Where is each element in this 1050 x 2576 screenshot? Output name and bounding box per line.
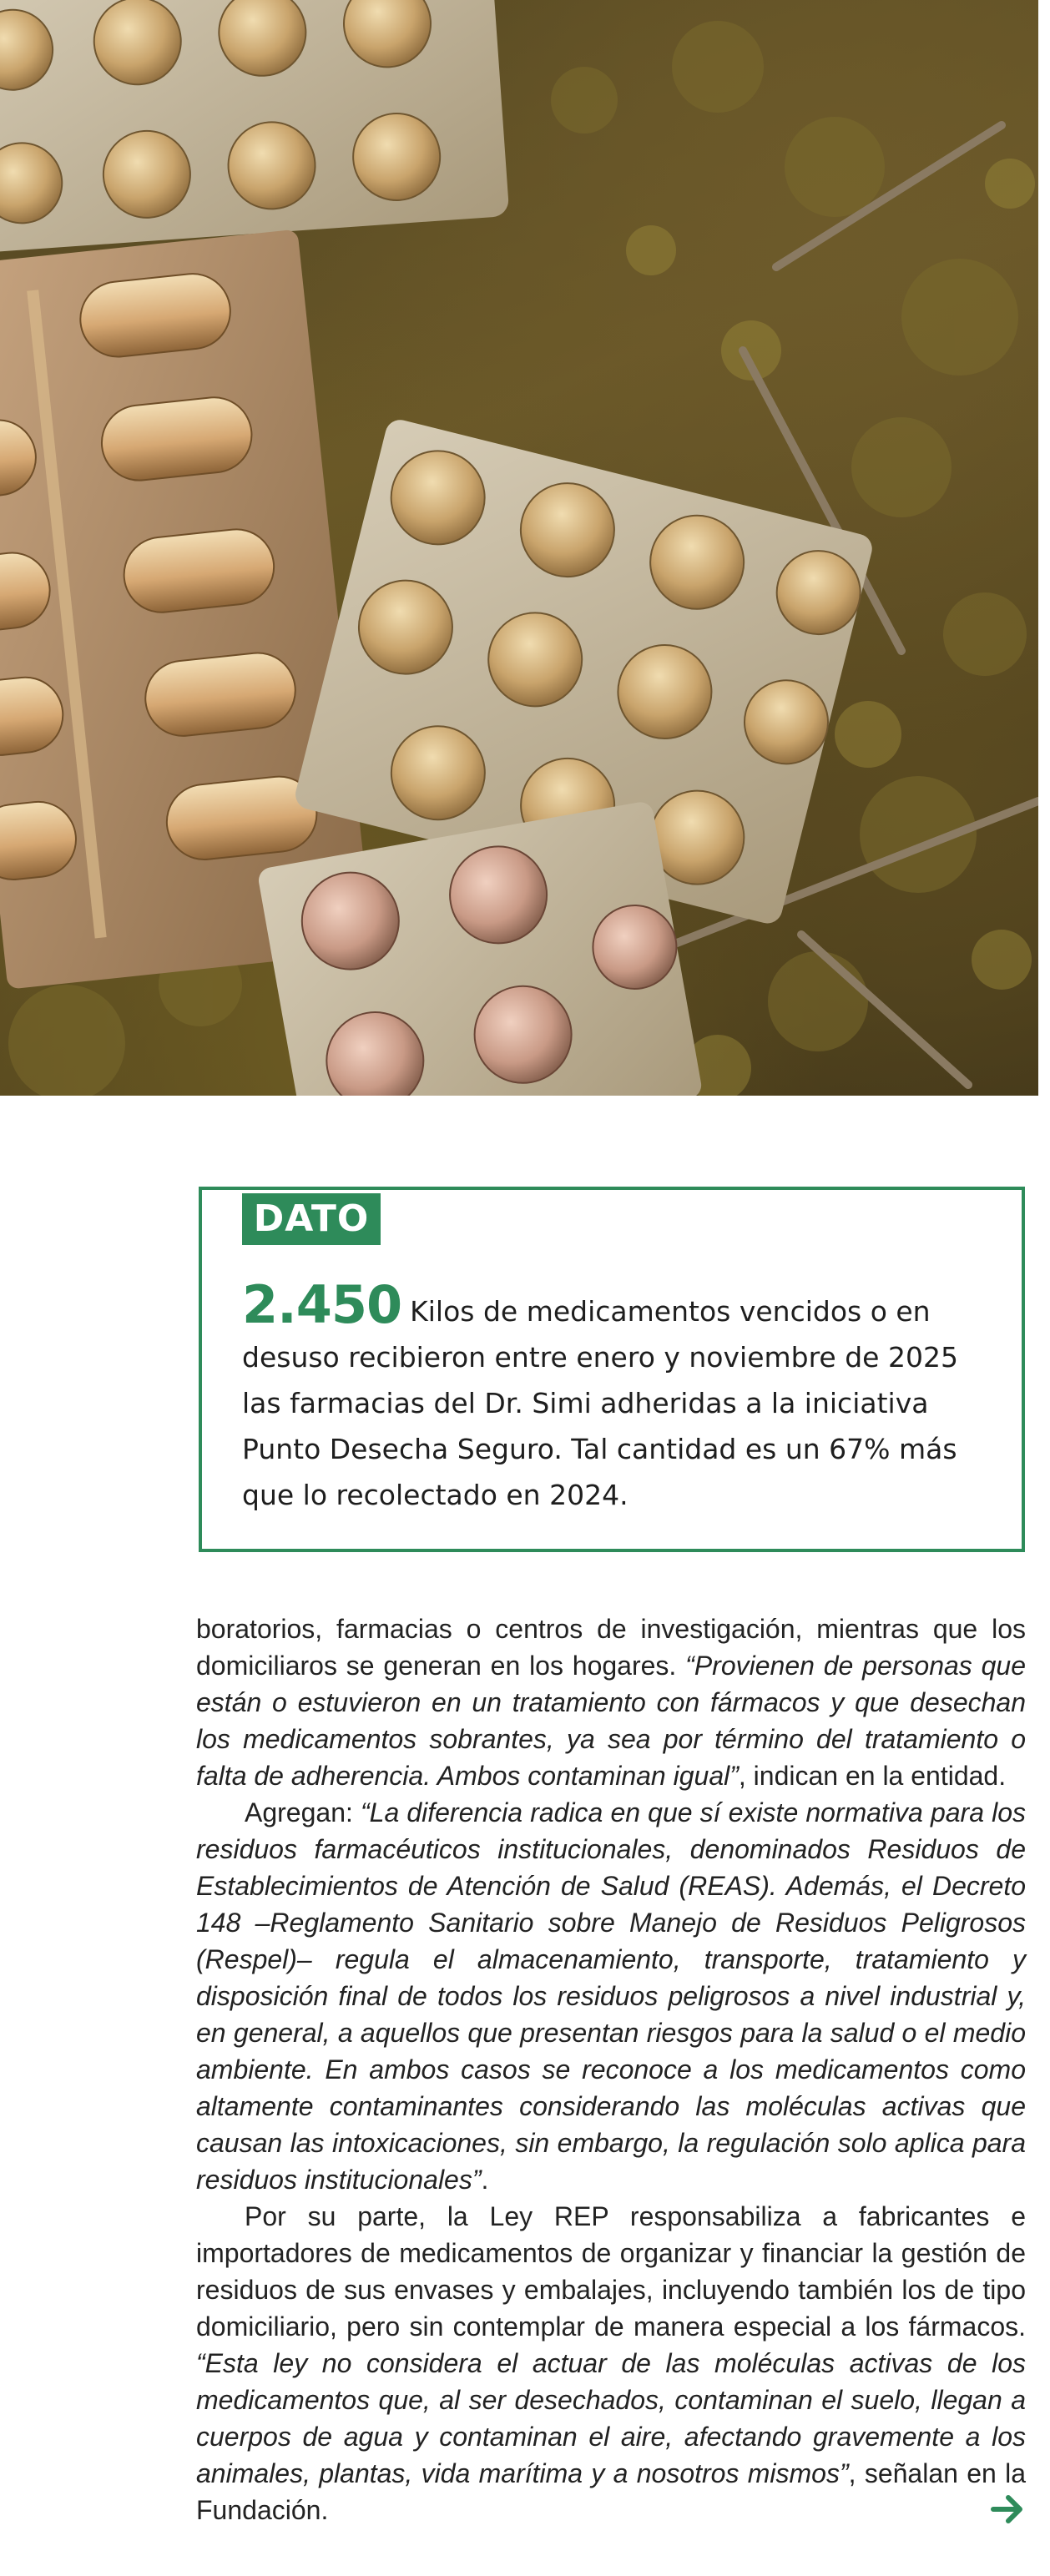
paragraph-1-tail: , indican en la entidad. <box>738 1761 1007 1791</box>
dato-label: DATO <box>242 1193 381 1245</box>
paragraph-2-tail: . <box>481 2165 489 2195</box>
paragraph-1 <box>196 1611 1026 1794</box>
dato-number: 2.450 <box>242 1274 402 1335</box>
dato-body <box>242 1274 977 1518</box>
arrow-right-icon[interactable] <box>990 2491 1027 2528</box>
paragraph-3-text: Por su parte, la Ley REP responsabiliza a fabricantes e importadores de medicamentos de organizar y financiar la gestión de residuos de sus envases y embalajes, incluyendo también los de tipo domiciliario, pero sin contemplar de manera especial a los fármacos. <box>196 2201 1026 2342</box>
paragraph-3-quote: “Esta ley no considera el actuar de las moléculas activas de los medicamentos que, al ser desechados, contaminan el suelo, llegan a cuerpos de agua y contaminan el aire, afectando gravemente a los animales, plantas, vida marítima y a nosotros mismos” <box>196 2348 1026 2488</box>
article-body <box>196 1611 1026 2528</box>
paragraph-1-quote: “Provienen de personas que están o estuvieron en un tratamiento con fármacos y que desechan los medicamentos sobrantes, ya sea por término del tratamiento o falta de adherencia. Ambos contaminan igual” <box>196 1651 1027 1791</box>
hero-photo <box>0 0 1038 1096</box>
paragraph-2-text: Agregan: <box>245 1797 361 1827</box>
paragraph-3-tail: , señalan en la Fundación. <box>196 2458 1027 2525</box>
dato-description: Kilos de medicamentos vencidos o en desuso recibieron entre enero y noviembre de 2025 las farmacias del Dr. Simi adheridas a la iniciativa Punto Desecha Seguro. Tal cantidad es un 67% más que lo recolectado en 2024. <box>242 1295 958 1511</box>
paragraph-2 <box>196 1794 1026 2198</box>
paragraph-2-quote: “La diferencia radica en que sí existe normativa para los residuos farmacéuticos institucionales, denominados Residuos de Establecimientos de Atención de Salud (REAS). Además, el Decreto 148 –Reglamento Sanitario sobre Manejo de Residuos Peligrosos (Respel)– regula el almacenamiento, transporte, tratamiento y disposición final de todos los residuos peligrosos a nivel industrial y, en general, a aquellos que presentan riesgos para la salud o el medio ambiente. En ambos casos se reconoce a los medicamentos como altamente contaminantes considerando las moléculas activas que causan las intoxicaciones, sin embargo, la regulación solo aplica para residuos institucionales” <box>196 1797 1027 2195</box>
paragraph-3 <box>196 2198 1026 2528</box>
paragraph-1-text: boratorios, farmacias o centros de investigación, mientras que los domiciliaros se generan en los hogares. <box>196 1614 1026 1681</box>
dato-callout <box>199 1187 1025 1552</box>
blister-packs-illustration <box>0 0 1038 1096</box>
